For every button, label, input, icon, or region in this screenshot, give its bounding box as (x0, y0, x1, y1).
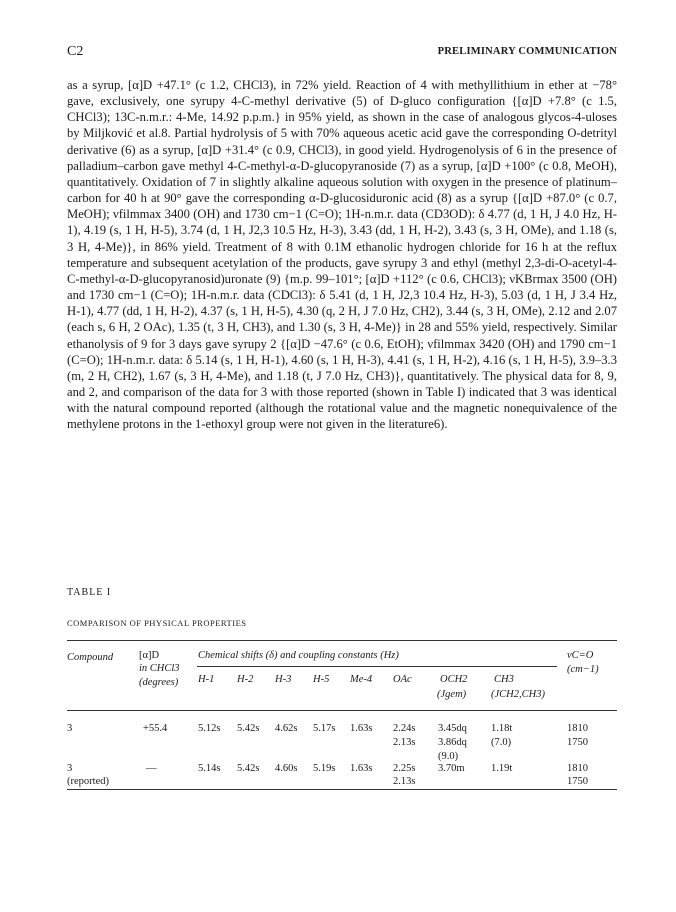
col-me4: Me-4 (350, 674, 373, 685)
col-rotation-solvent: in CHCl3 (139, 663, 180, 674)
cell-oac: 2.24s (393, 723, 416, 734)
cell-h2: 5.42s (237, 723, 260, 734)
col-och2: OCH2 (440, 674, 468, 685)
cell-nu: 1810 (567, 763, 588, 774)
cell-och2: (9.0) (438, 751, 459, 762)
cell-oac: 2.25s (393, 763, 416, 774)
cell-oac: 2.13s (393, 776, 416, 787)
col-h2: H-2 (237, 674, 254, 685)
cell-och2: 3.45dq (438, 723, 467, 734)
cell-nu: 1750 (567, 776, 588, 787)
body-text (67, 77, 617, 432)
cell-me4: 1.63s (350, 763, 373, 774)
running-head: PRELIMINARY COMMUNICATION (437, 46, 617, 57)
cell-och2: 3.86dq (438, 737, 467, 748)
cell-och2: 3.70m (438, 763, 465, 774)
col-rotation-unit: (degrees) (139, 677, 179, 688)
table-label: TABLE I (67, 587, 112, 598)
body-paragraph: as a syrup, [α]D +47.1° (c 1.2, CHCl3), in 72% yield. Reaction of 4 with methyllithium in ether at −78° gave, exclusively, one syrupy 4-C-methyl derivative (5) of D-gluco configuration {[α]D +7.8° (c 1.5, CHCl3); 13C-n.m.r.: 4-Me, 14.92 p.p.m.} in 95% yield, as shown in the case of analogous glycos-4-uloses by Miljković et al.8. Partial hydrolysis of 5 with 70% aqueous acetic acid gave the corresponding O-detrityl derivative (6) as a syrup, [α]D +31.4° (c 0.9, CHCl3), in good yield. Hydrogenolysis of 6 in the presence of palladium–carbon gave methyl 4-C-methyl-α-D-glucopyranoside (7) as a syrup, [α]D +100° (c 0.8, MeOH), quantitatively. Oxidation of 7 in slightly alkaline aqueous solution with oxygen in the presence of platinum–carbon for 40 h at 90° gave the corresponding α-D-glucosiduronic acid (8) as a syrup {[α]D +87.0° (c 0.7, MeOH); νfilmmax 3400 (OH) and 1730 cm−1 (C=O); 1H-n.m.r. data (CD3OD): δ 4.77 (d, 1 H, J 4.0 Hz, H-1), 4.19 (s, 1 H, H-5), 3.74 (d, 1 H, J2,3 10.5 Hz, H-3), 3.43 (dd, 1 H, H-2), 3.43 (s, 3 H, OMe), and 1.18 (s, 3 H, 4-Me)}, in 86% yield. Treatment of 8 with 0.1M ethanolic hydrogen chloride for 16 h at the reflux temperature and subsequent acetylation of the products, gave syrupy 3 and ethyl (methyl 2,3-di-O-acetyl-4-C-methyl-α-D-glucopyranosid)uronate (9) {m.p. 99–101°; [α]D +112° (c 0.6, CHCl3); νKBrmax 3500 (OH) and 1730 cm−1 (C=O); 1H-n.m.r. data (CDCl3): δ 5.41 (d, 1 H, J2,3 10.4 Hz, H-3), 5.03 (d, 1 H, J 3.4 Hz, H-1), 4.77 (dd, 1 H, H-2), 4.37 (s, 1 H, H-5), 4.30 (q, 2 H, J 7.0 Hz, CH2), 3.44 (s, 3 H, OMe), 2.12 and 2.07 (each s, 6 H, 2 OAc), 1.35 (t, 3 H, CH3), and 1.30 (s, 3 H, 4-Me)} in 28 and 55% yield, respectively. Similar ethanolysis of 9 for 3 days gave syrupy 2 {[α]D −47.6° (c 0.6, EtOH); νfilmmax 3420 (OH) and 1790 cm−1 (C=O); 1H-n.m.r. data: δ 5.14 (s, 1 H, H-1), 4.60 (s, 1 H, H-3), 4.41 (s, 1 H, H-2), 4.16 (s, 1 H, H-5), 3.9–3.3 (m, 2 H, CH2), 1.67 (s, 3 H, 4-Me), and 1.18 (t, J 7.0 Hz, CH3)}, quantitatively. The physical data for 8, 9, and 2, and comparison of the data for 3 with those reported (shown in Table I) indicated that 3 was identical with the natural compound reported (although the rotational value and the magnetic nonequivalence of the methylene protons in the 1-ethoxyl group were not given in the literature6). (67, 78, 617, 432)
col-nu: νC=O (567, 650, 594, 661)
cell-h1: 5.14s (198, 763, 221, 774)
cell-nu: 1750 (567, 737, 588, 748)
col-shifts-group: Chemical shifts (δ) and coupling constants (Hz) (198, 650, 399, 661)
table-header-rule (67, 710, 617, 711)
col-oac: OAc (393, 674, 412, 685)
cell-h1: 5.12s (198, 723, 221, 734)
cell-oac: 2.13s (393, 737, 416, 748)
cell-compound-note: (reported) (67, 776, 109, 787)
cell-h3: 4.60s (275, 763, 298, 774)
cell-compound: 3 (67, 763, 73, 774)
col-h1: H-1 (198, 674, 215, 685)
cell-compound: 3 (67, 723, 73, 734)
col-compound: Compound (67, 652, 114, 663)
table-title: COMPARISON OF PHYSICAL PROPERTIES (67, 618, 247, 628)
cell-nu: 1810 (567, 723, 588, 734)
page-header (67, 44, 617, 62)
col-rotation: [α]D (139, 650, 160, 661)
col-ch3: CH3 (494, 674, 514, 685)
cell-me4: 1.63s (350, 723, 373, 734)
col-och2-j: (Jgem) (437, 689, 467, 700)
cell-h2: 5.42s (237, 763, 260, 774)
col-h3: H-3 (275, 674, 292, 685)
cell-h3: 4.62s (275, 723, 298, 734)
table-top-rule (67, 640, 617, 641)
col-ch3-j: (JCH2,CH3) (491, 689, 545, 700)
table-bottom-rule (67, 789, 617, 790)
col-h5: H-5 (313, 674, 330, 685)
cell-rotation: — (146, 763, 157, 774)
cell-h5: 5.19s (313, 763, 336, 774)
page-number: C2 (67, 44, 84, 59)
col-nu-unit: (cm−1) (567, 664, 599, 675)
cell-ch3: 1.19t (491, 763, 513, 774)
cell-ch3: (7.0) (491, 737, 512, 748)
shifts-group-rule (197, 666, 557, 667)
cell-h5: 5.17s (313, 723, 336, 734)
cell-rotation: +55.4 (143, 723, 168, 734)
cell-ch3: 1.18t (491, 723, 513, 734)
